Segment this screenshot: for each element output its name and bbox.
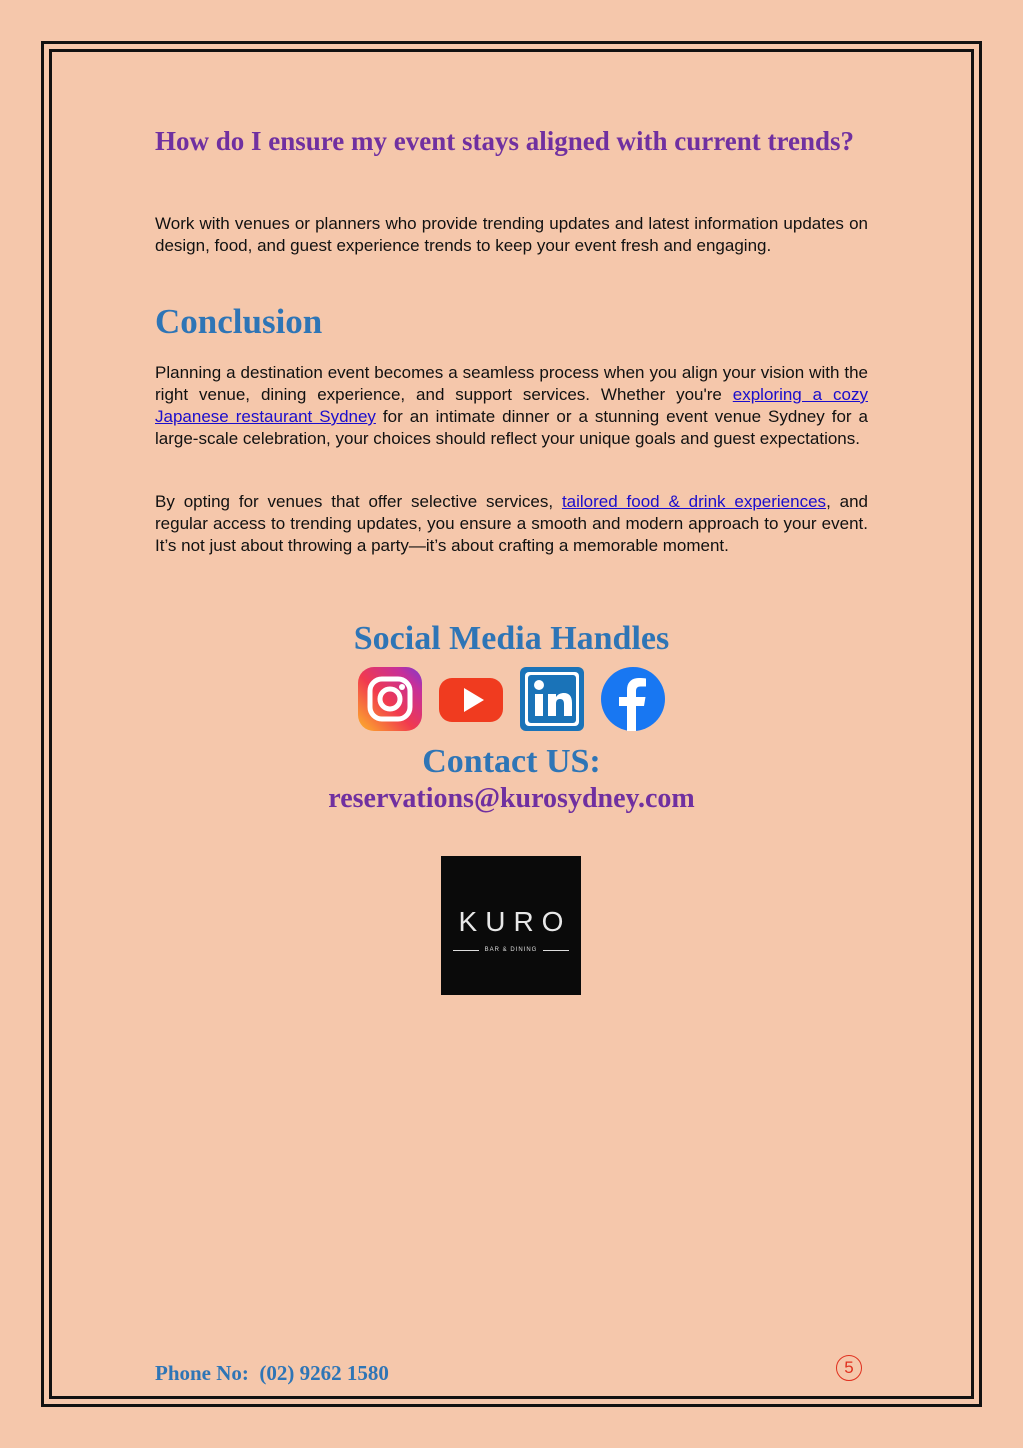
logo-divider-left bbox=[453, 950, 479, 951]
faq-answer-paragraph: Work with venues or planners who provide trending updates and latest information updates on design, food, and guest experience trends to keep your event fresh and engaging. bbox=[155, 214, 868, 255]
faq-question-heading: How do I ensure my event stays aligned with current trends? bbox=[155, 126, 855, 156]
conclusion-paragraph-2 bbox=[155, 491, 868, 557]
linkedin-icon[interactable] bbox=[519, 666, 585, 732]
youtube-icon[interactable] bbox=[438, 666, 504, 732]
phone-number: Phone No: (02) 9262 1580 bbox=[155, 1361, 389, 1385]
social-media-heading: Social Media Handles bbox=[353, 620, 670, 657]
social-icons-row bbox=[0, 666, 1023, 732]
conclusion-paragraph-1 bbox=[155, 362, 868, 450]
japanese-restaurant-link[interactable]: exploring a cozy Japanese restaurant Sydney bbox=[155, 385, 868, 426]
page-number: 5 bbox=[836, 1355, 862, 1381]
logo-wordmark: KURO bbox=[458, 906, 572, 937]
logo-subtitle-row bbox=[441, 944, 581, 956]
conclusion-heading: Conclusion bbox=[155, 302, 323, 341]
instagram-icon[interactable] bbox=[357, 666, 423, 732]
logo-divider-right bbox=[543, 950, 569, 951]
food-drink-experiences-link[interactable]: tailored food & drink experiences bbox=[561, 492, 827, 511]
conclusion-p1-text-end: for an intimate dinner or a stunning event venue Sydney for a large-scale celebration, your choices should reflect your unique goals and guest expectations. bbox=[155, 407, 868, 448]
kuro-logo bbox=[441, 856, 581, 995]
contact-heading: Contact US: bbox=[422, 743, 601, 780]
facebook-icon[interactable] bbox=[600, 666, 666, 732]
conclusion-p1-text-start: Planning a destination event becomes a seamless process when you align your vision with the right venue, dining experience, and support services. Whether you're bbox=[155, 363, 868, 404]
contact-email[interactable]: reservations@kurosydney.com bbox=[328, 783, 695, 814]
logo-subtitle: BAR & DINING bbox=[484, 947, 538, 953]
conclusion-p2-text-end: , and regular access to trending updates, you ensure a smooth and modern approach to your event. It’s not just about throwing a party—it’s about crafting a memorable moment. bbox=[155, 492, 869, 555]
conclusion-p2-text-start: By opting for venues that offer selective services, bbox=[155, 492, 562, 511]
